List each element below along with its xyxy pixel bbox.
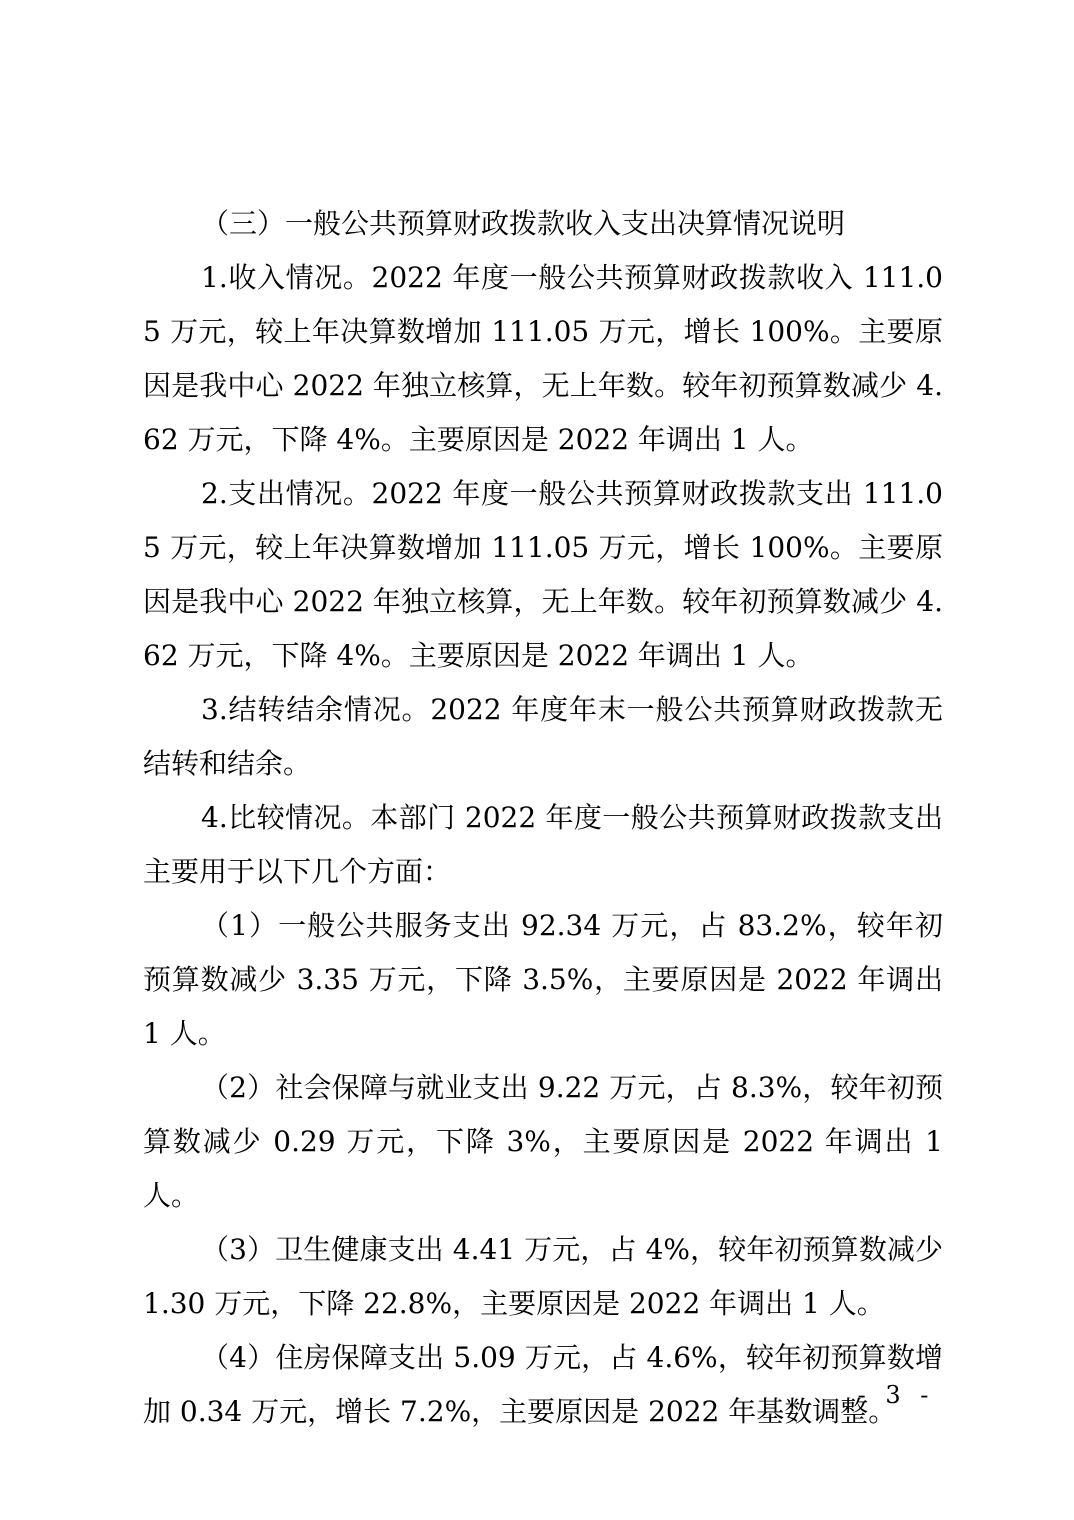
section-heading: （三）一般公共预算财政拨款收入支出决算情况说明 <box>201 207 846 240</box>
paragraph-item-4: （4）住房保障支出 5.09 万元，占 4.6%，较年初预算数增加 0.34 万元，增长 7.2%，主要原因是 2022 年基数调整。 <box>143 1341 943 1428</box>
document-body <box>143 197 943 1439</box>
paragraph-expenditure: 2.支出情况。2022 年度一般公共预算财政拨款支出 111.05 万元，较上年决算数增加 111.05 万元，增长 100%。主要原因是我中心 2022 年独立核算，无上年数。较年初预算数减少 4.62 万元，下降 4%。主要原因是 2022 年调出 1 人。 <box>143 477 943 672</box>
paragraph-comparison: 4.比较情况。本部门 2022 年度一般公共预算财政拨款支出主要用于以下几个方面： <box>143 801 943 888</box>
paragraph-carryover: 3.结转结余情况。2022 年度年末一般公共预算财政拨款无结转和结余。 <box>143 693 943 780</box>
paragraph-item-2: （2）社会保障与就业支出 9.22 万元，占 8.3%，较年初预算数减少 0.29 万元，下降 3%，主要原因是 2022 年调出 1 人。 <box>143 1071 943 1212</box>
paragraph-income: 1.收入情况。2022 年度一般公共预算财政拨款收入 111.05 万元，较上年决算数增加 111.05 万元，增长 100%。主要原因是我中心 2022 年独立核算，无上年数。较年初预算数减少 4.62 万元，下降 4%。主要原因是 2022 年调出 1 人。 <box>143 261 943 456</box>
paragraph-item-1: （1）一般公共服务支出 92.34 万元，占 83.2%，较年初预算数减少 3.35 万元，下降 3.5%，主要原因是 2022 年调出 1 人。 <box>143 909 943 1050</box>
paragraph-item-3: （3）卫生健康支出 4.41 万元，占 4%，较年初预算数减少 1.30 万元，下降 22.8%，主要原因是 2022 年调出 1 人。 <box>143 1233 943 1320</box>
page-number: - 3 - <box>857 1381 935 1409</box>
